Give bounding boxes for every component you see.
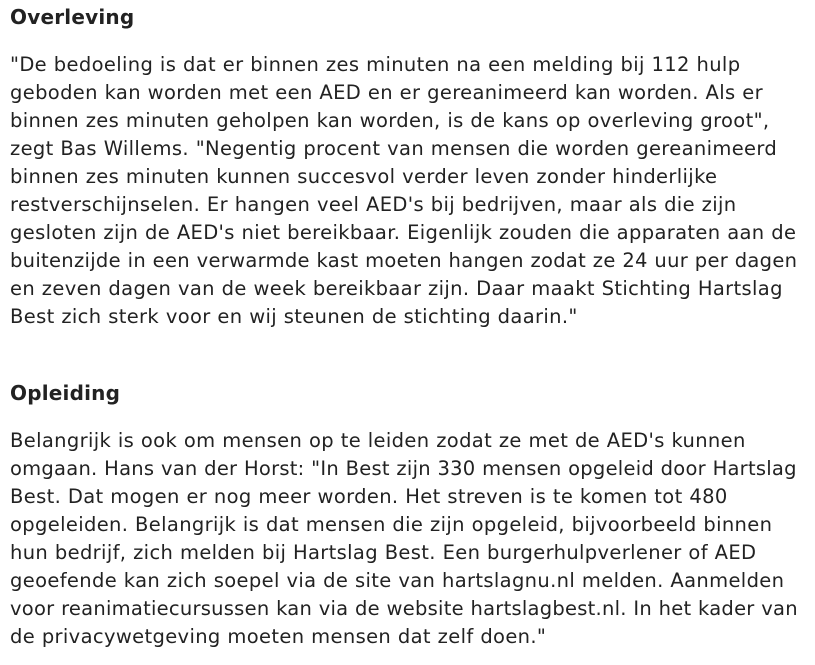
paragraph-line: binnen zes minuten geholpen kan worden, is de kans op overleving groot",: [10, 109, 770, 132]
paragraph-line: Best. Dat mogen er nog meer worden. Het streven is te komen tot 480: [10, 485, 728, 508]
paragraph-line: "De bedoeling is dat er binnen zes minuten na een melding bij 112 hulp: [10, 53, 741, 76]
section-paragraph-overleving: [10, 51, 800, 331]
section-heading-opleiding: Opleiding: [10, 381, 121, 405]
section-heading-overleving: Overleving: [10, 5, 135, 29]
paragraph-line: restverschijnselen. Er hangen veel AED's bij bedrijven, maar als die zijn: [10, 193, 737, 216]
section-paragraph-opleiding: [10, 427, 800, 651]
paragraph-line: Best zich sterk voor en wij steunen de stichting daarin.": [10, 305, 578, 328]
paragraph-line: omgaan. Hans van der Horst: "In Best zijn 330 mensen opgeleid door Hartslag: [10, 457, 797, 480]
paragraph-line: de privacywetgeving moeten mensen dat zelf doen.": [10, 625, 547, 648]
paragraph-line: buitenzijde in een verwarmde kast moeten hangen zodat ze 24 uur per dagen: [10, 249, 798, 272]
paragraph-line: zegt Bas Willems. "Negentig procent van mensen die worden gereanimeerd: [10, 137, 778, 160]
paragraph-line: hun bedrijf, zich melden bij Hartslag Best. Een burgerhulpverlener of AED: [10, 541, 757, 564]
paragraph-line: geoefende kan zich soepel via de site van hartslagnu.nl melden. Aanmelden: [10, 569, 785, 592]
paragraph-line: voor reanimatiecursussen kan via de website hartslagbest.nl. In het kader van: [10, 597, 798, 620]
paragraph-line: en zeven dagen van de week bereikbaar zijn. Daar maakt Stichting Hartslag: [10, 277, 783, 300]
paragraph-line: geboden kan worden met een AED en er gereanimeerd kan worden. Als er: [10, 81, 763, 104]
paragraph-line: Belangrijk is ook om mensen op te leiden zodat ze met de AED's kunnen: [10, 429, 746, 452]
paragraph-line: opgeleiden. Belangrijk is dat mensen die zijn opgeleid, bijvoorbeeld binnen: [10, 513, 773, 536]
paragraph-line: gesloten zijn de AED's niet bereikbaar. Eigenlijk zouden die apparaten aan de: [10, 221, 797, 244]
paragraph-line: binnen zes minuten kunnen succesvol verder leven zonder hinderlijke: [10, 165, 718, 188]
